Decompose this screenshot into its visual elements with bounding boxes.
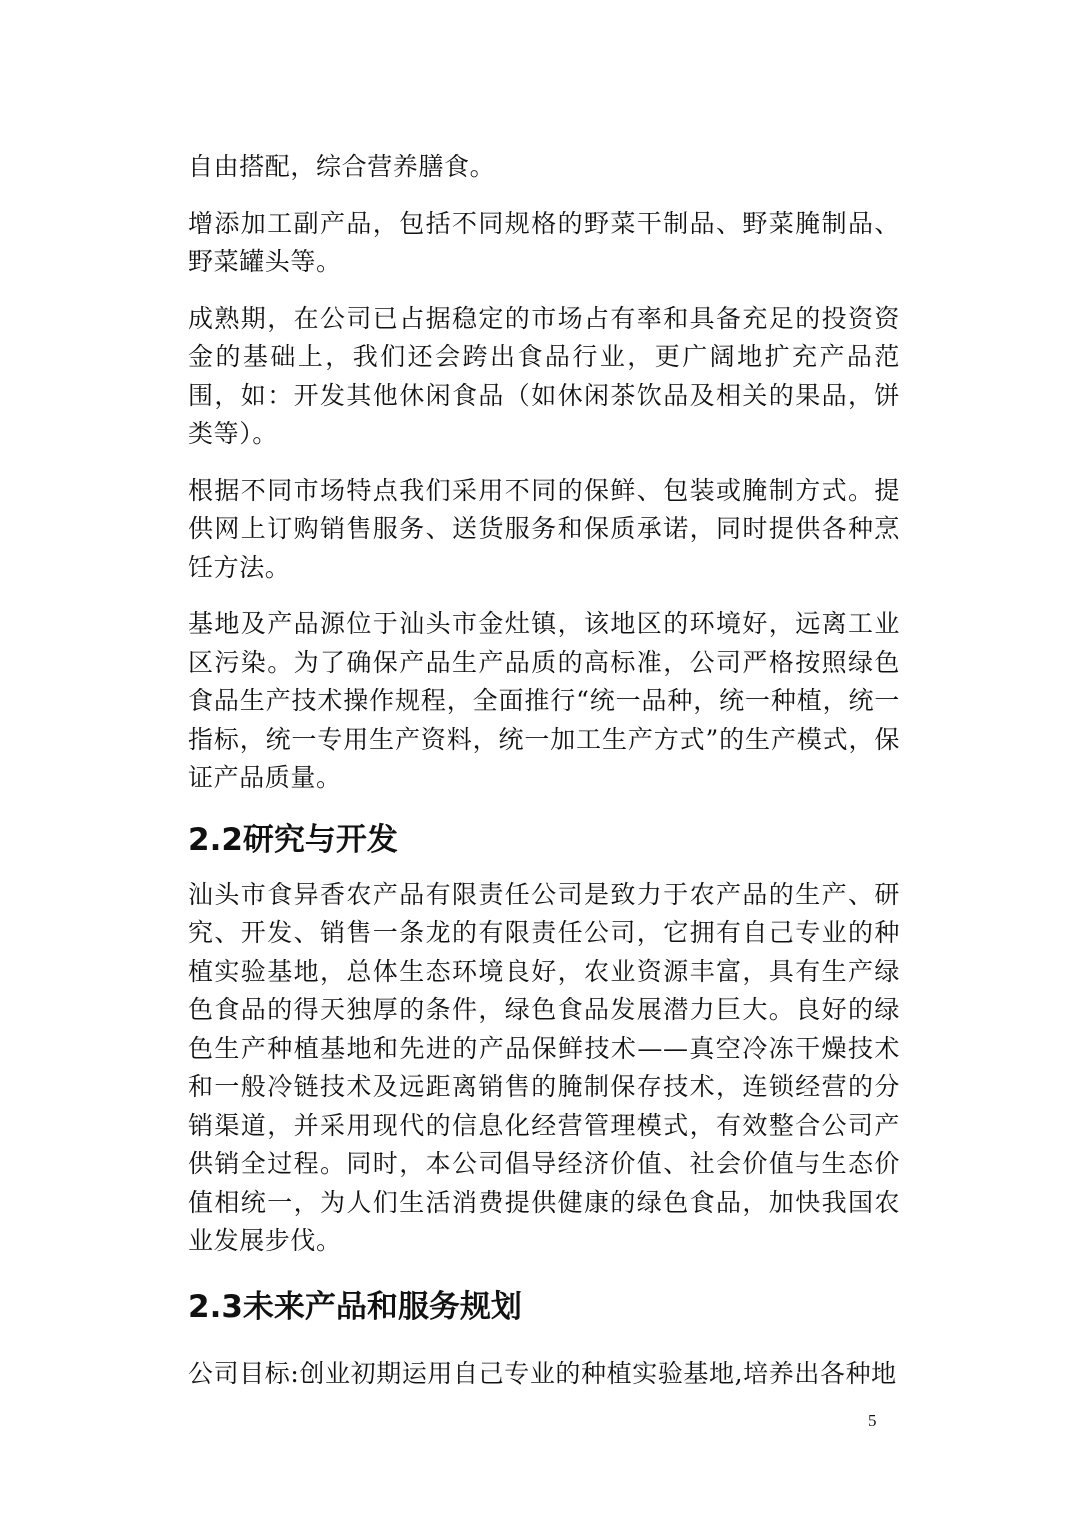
paragraph-market-services: 根据不同市场特点我们采用不同的保鲜、包装或腌制方式。提供网上订购销售服务、送货服务和保质承诺，同时提供各种烹饪方法。 <box>188 475 900 582</box>
page-content <box>188 148 900 1411</box>
paragraph-research-development: 汕头市食异香农产品有限责任公司是致力于农产品的生产、研究、开发、销售一条龙的有限责任公司，它拥有自己专业的种植实验基地，总体生态环境良好，农业资源丰富，具有生产绿色食品的得天独厚的条件，绿色食品发展潜力巨大。良好的绿色生产种植基地和先进的产品保鲜技术——真空冷冻干燥技术和一般冷链技术及远距离销售的腌制保存技术，连锁经营的分销渠道，并采用现代的信息化经营管理模式，有效整合公司产供销全过程。同时，本公司倡导经济价值、社会价值与生态价值相统一，为人们生活消费提供健康的绿色食品，加快我国农业发展步伐。 <box>188 879 900 1255</box>
paragraph-production-base: 基地及产品源位于汕头市金灶镇，该地区的环境好，远离工业区污染。为了确保产品生产品质的高标准，公司严格按照绿色食品生产技术操作规程，全面推行“统一品种，统一种植，统一指标，统一专用生产资料，统一加工生产方式”的生产模式，保证产品质量。 <box>188 609 900 792</box>
paragraph-diet: 自由搭配，综合营养膳食。 <box>188 152 496 181</box>
heading-research-development: 2.2研究与开发 <box>188 821 398 858</box>
paragraph-maturity-stage: 成熟期，在公司已占据稳定的市场占有率和具备充足的投资资金的基础上，我们还会跨出食品行业，更广阔地扩充产品范围，如：开发其他休闲食品（如休闲茶饮品及相关的果品，饼类等）。 <box>188 303 900 448</box>
paragraph-by-products: 增添加工副产品，包括不同规格的野菜干制品、野菜腌制品、野菜罐头等。 <box>188 208 900 276</box>
paragraph-company-goal: 公司目标:创业初期运用自己专业的种植实验基地,培养出各种地 <box>188 1358 897 1388</box>
page-number: 5 <box>868 1411 877 1430</box>
heading-future-planning: 2.3未来产品和服务规划 <box>188 1288 522 1325</box>
